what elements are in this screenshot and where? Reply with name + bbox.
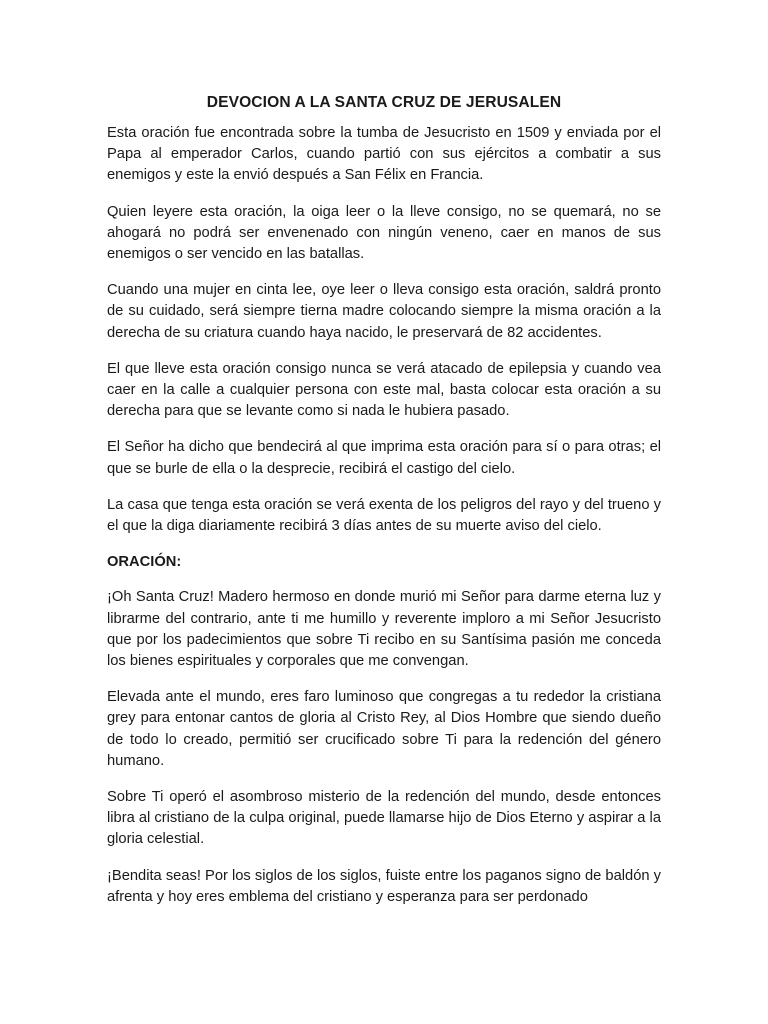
intro-paragraph-1: Esta oración fue encontrada sobre la tumba de Jesucristo en 1509 y enviada por el Papa al emperador Carlos, cuando partió con sus ejércitos a combatir a sus enemigos y este la envió después a San Félix en Francia.: [107, 125, 661, 184]
document-title: DEVOCION A LA SANTA CRUZ DE JERUSALEN: [206, 94, 562, 111]
intro-paragraph-5: El Señor ha dicho que bendecirá al que imprima esta oración para sí o para otras; el que se burle de ella o la desprecie, recibirá el castigo del cielo.: [107, 439, 661, 477]
intro-paragraph-6: La casa que tenga esta oración se verá exenta de los peligros del rayo y del trueno y el que la diga diariamente recibirá 3 días antes de su muerte aviso del cielo.: [107, 496, 661, 535]
prayer-paragraph-1: ¡Oh Santa Cruz! Madero hermoso en donde murió mi Señor para darme eterna luz y librarme del contrario, ante ti me humillo y reverente imploro a mi Señor Jesucristo que por los padecimientos que sobre Ti recibo en su Santísima pasión me conceda los bienes espirituales y corporales que me convengan.: [107, 589, 661, 670]
intro-paragraph-4: El que lleve esta oración consigo nunca se verá atacado de epilepsia y cuando vea caer en la calle a cualquier persona con este mal, basta colocar esta oración a su derecha para que se levante como si nada le hubiera pasado.: [107, 360, 661, 420]
document-body: [107, 93, 661, 923]
prayer-paragraph-4: ¡Bendita seas! Por los siglos de los siglos, fuiste entre los paganos signo de baldón y afrenta y hoy eres emblema del cristiano y esperanza para ser perdonado: [107, 867, 661, 905]
intro-paragraph-3: Cuando una mujer en cinta lee, oye leer o lleva consigo esta oración, saldrá pronto de su cuidado, será siempre tierna madre colocando siempre la misma oración a la derecha de su criatura cuando haya nacido, le preservará de 82 accidentes.: [107, 282, 661, 341]
intro-paragraph-2: Quien leyere esta oración, la oiga leer o la lleve consigo, no se quemará, no se ahogará no podrá ser envenenado con ningún veneno, caer en manos de sus enemigos o ser vencido en las batallas.: [107, 203, 661, 263]
prayer-paragraph-2: Elevada ante el mundo, eres faro luminoso que congregas a tu rededor la cristiana grey para entonar cantos de gloria al Cristo Rey, al Dios Hombre que siendo dueño de todo lo creado, permitió ser crucificado sobre Ti para la redención del género humano.: [107, 689, 661, 769]
prayer-heading: ORACIÓN:: [107, 554, 182, 571]
prayer-paragraph-3: Sobre Ti operó el asombroso misterio de la redención del mundo, desde entonces libra al cristiano de la culpa original, puede llamarse hijo de Dios Eterno y aspirar a la gloria celestial.: [107, 789, 661, 848]
